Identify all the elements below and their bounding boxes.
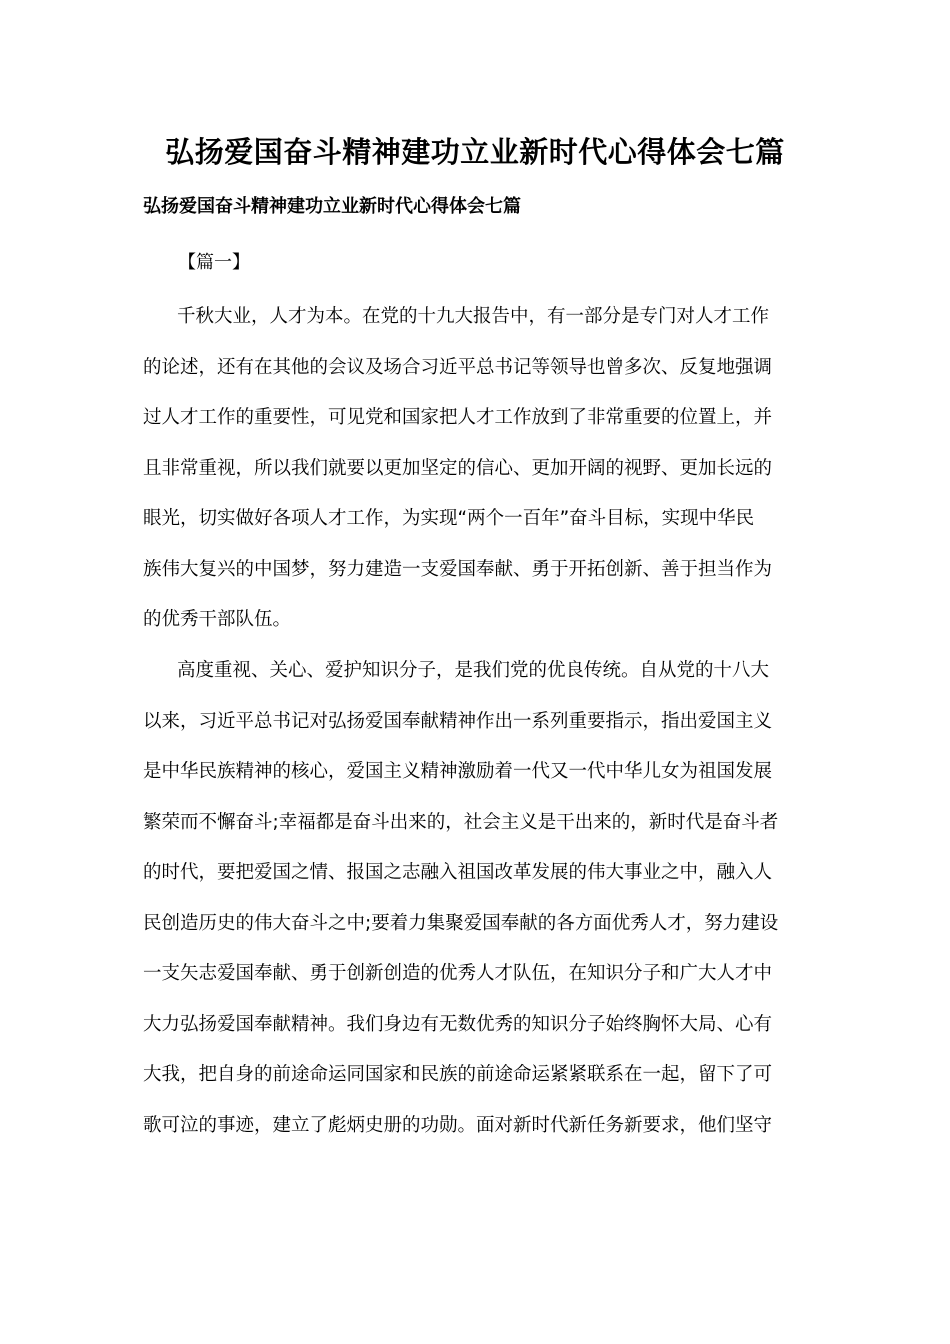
paragraph-line: 一支矢志爱国奉献、勇于创新创造的优秀人才队伍，在知识分子和广大人才中 <box>143 963 773 984</box>
paragraph-line: 族伟大复兴的中国梦，努力建造一支爱国奉献、勇于开拓创新、善于担当作为 <box>143 558 773 580</box>
paragraph-line: 繁荣而不懈奋斗;幸福都是奋斗出来的，社会主义是干出来的，新时代是奋斗者 <box>143 811 779 833</box>
document-title: 弘扬爱国奋斗精神建功立业新时代心得体会七篇 <box>165 135 785 169</box>
paragraph-line: 的论述，还有在其他的会议及场合习近平总书记等领导也曾多次、反复地强调 <box>143 356 773 378</box>
paragraph-line: 是中华民族精神的核心，爱国主义精神激励着一代又一代中华儿女为祖国发展 <box>143 761 773 782</box>
paragraph-2 <box>143 646 808 1151</box>
paragraph-line: 千秋大业，人才为本。在党的十九大报告中，有一部分是专门对人才工作 <box>177 306 770 327</box>
paragraph-line: 大我，把自身的前途命运同国家和民族的前途命运紧紧联系在一起，留下了可 <box>143 1064 773 1085</box>
paragraph-line: 高度重视、关心、爱护知识分子，是我们党的优良传统。自从党的十八大 <box>177 660 770 681</box>
paragraph-1 <box>143 292 808 646</box>
paragraph-line: 的优秀干部队伍。 <box>143 609 292 630</box>
paragraph-line: 大力弘扬爱国奉献精神。我们身边有无数优秀的知识分子始终胸怀大局、心有 <box>143 1013 773 1035</box>
paragraph-line: 眼光，切实做好各项人才工作，为实现“两个一百年”奋斗目标，实现中华民 <box>143 508 755 529</box>
paragraph-line: 且非常重视，所以我们就要以更加坚定的信心、更加开阔的视野、更加长远的 <box>143 457 773 479</box>
paragraph-line: 以来，习近平总书记对弘扬爱国奉献精神作出一系列重要指示，指出爱国主义 <box>143 710 773 732</box>
section-label: 【篇一】 <box>178 252 250 273</box>
document-subtitle: 弘扬爱国奋斗精神建功立业新时代心得体会七篇 <box>143 196 521 217</box>
paragraph-line: 民创造历史的伟大奋斗之中;要着力集聚爱国奉献的各方面优秀人才，努力建设 <box>143 912 779 934</box>
paragraph-line: 的时代，要把爱国之情、报国之志融入祖国改革发展的伟大事业之中，融入人 <box>143 862 773 883</box>
paragraph-line: 过人才工作的重要性，可见党和国家把人才工作放到了非常重要的位置上，并 <box>143 407 773 428</box>
paragraph-line: 歌可泣的事迹，建立了彪炳史册的功勋。面对新时代新任务新要求，他们坚守 <box>143 1114 773 1136</box>
